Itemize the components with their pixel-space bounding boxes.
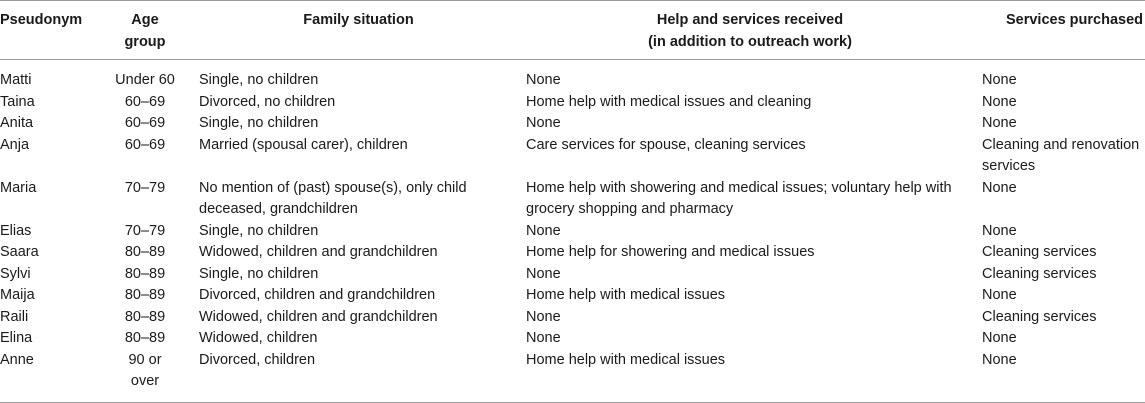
cell-services-purchased [978,328,1145,350]
table-row [0,113,1145,135]
cell-help-services [522,350,978,403]
cell-family-situation-line: Married (spousal carer), children [199,136,408,153]
cell-family-situation-line: deceased, grandchildren [199,201,358,217]
header-purchased-line: Services purchased [1005,12,1143,28]
cell-pseudonym: Raili [0,308,29,325]
cell-help-services [522,60,978,92]
cell-age-group-line: 90 or [128,351,162,368]
cell-help-services-line: Home help with showering and medical issues; voluntary help with [526,179,952,196]
table-row [0,328,1145,350]
cell-family-situation [195,221,522,243]
cell-family-situation-line: Widowed, children and grandchildren [199,308,438,325]
header-age-line-2: group [124,33,166,50]
cell-pseudonym: Maija [0,287,35,303]
cell-help-services-line: Home help for showering and medical issues [526,244,815,260]
cell-help-services [522,178,978,221]
cell-services-purchased [978,60,1145,92]
cell-family-situation-line: Single, no children [199,115,319,131]
cell-help-services-line: Care services for spouse, cleaning services [526,136,806,153]
cell-help-services-line: Home help with medical issues [526,287,726,303]
cell-age-group [95,307,195,329]
cell-family-situation-line: Divorced, children [199,351,316,368]
cell-help-services-line: None [526,115,561,131]
cell-pseudonym: Taina [0,93,35,110]
cell-age-group [95,285,195,307]
cell-family-situation [195,178,522,221]
header-services-purchased [978,1,1145,60]
cell-pseudonym: Sylvi [0,265,31,282]
table-row [0,350,1145,403]
cell-age-group-line: 70–79 [124,179,166,196]
header-help-line-1: Help and services received [656,12,844,28]
cell-age-group-line: 80–89 [124,330,166,346]
cell-family-situation [195,135,522,178]
cell-pseudonym: Maria [0,179,37,196]
table-row [0,135,1145,178]
cell-services-purchased-line: None [982,115,1017,131]
cell-services-purchased [978,178,1145,221]
cell-help-services [522,221,978,243]
cell-family-situation-line: Single, no children [199,265,319,282]
cell-pseudonym: Anne [0,350,95,403]
cell-services-purchased [978,113,1145,135]
cell-help-services-line: None [526,308,561,325]
cell-services-purchased [978,135,1145,178]
cell-services-purchased-line: None [982,330,1017,346]
cell-services-purchased-line: services [982,158,1036,174]
table-row [0,242,1145,264]
cell-services-purchased-line: Cleaning services [982,308,1097,325]
cell-help-services [522,135,978,178]
cell-help-services-line: None [526,330,561,346]
header-help-line-2: (in addition to outreach work) [648,33,852,50]
cell-family-situation [195,328,522,350]
header-age-group [95,1,195,60]
cell-family-situation [195,113,522,135]
table-row [0,264,1145,286]
cell-services-purchased-line: None [982,222,1017,239]
cell-age-group-line: 80–89 [124,308,166,325]
cell-help-services [522,285,978,307]
cell-family-situation [195,264,522,286]
cell-services-purchased-line: None [982,72,1017,88]
cell-help-services [522,307,978,329]
cell-age-group [95,113,195,135]
cell-age-group [95,135,195,178]
cell-pseudonym: Saara [0,244,39,260]
cell-family-situation [195,242,522,264]
cell-age-group [95,350,195,403]
cell-age-group [95,92,195,114]
cell-family-situation [195,307,522,329]
cell-services-purchased [978,307,1145,329]
cell-services-purchased [978,242,1145,264]
cell-services-purchased-line: Cleaning services [982,265,1097,282]
cell-family-situation [195,350,522,403]
cell-services-purchased [978,92,1145,114]
cell-help-services [522,92,978,114]
cell-help-services-line: None [526,72,561,88]
cell-pseudonym: Elina [0,330,33,346]
table-row [0,92,1145,114]
cell-family-situation-line: Single, no children [199,72,319,88]
cell-age-group-line: Under 60 [115,72,175,88]
cell-help-services-line: None [526,222,561,239]
cell-age-group-line: 60–69 [124,115,166,131]
cell-age-group-line: 70–79 [124,222,166,239]
cell-services-purchased [978,285,1145,307]
header-pseudonym-line: Pseudonym [0,12,83,28]
cell-age-group-line: 60–69 [124,136,166,153]
cell-services-purchased-line: Cleaning and renovation [982,136,1140,153]
cell-help-services [522,328,978,350]
cell-help-services [522,242,978,264]
cell-family-situation-line: Divorced, no children [199,93,336,110]
cell-family-situation [195,285,522,307]
cell-family-situation [195,60,522,92]
cell-age-group-line: 80–89 [124,265,166,282]
cell-help-services [522,264,978,286]
cell-pseudonym: Matti [0,72,32,88]
cell-help-services [522,113,978,135]
cell-services-purchased [978,350,1145,403]
cell-age-group-line: over [130,373,160,389]
table-row [0,60,1145,92]
cell-family-situation-line: Divorced, children and grandchildren [199,287,436,303]
cell-services-purchased [978,221,1145,243]
cell-age-group [95,328,195,350]
cell-family-situation-line: Widowed, children [199,330,318,346]
cell-pseudonym: Elias [0,222,32,239]
cell-services-purchased-line: None [982,93,1017,110]
cell-age-group [95,60,195,92]
cell-help-services-line: Home help with medical issues and cleaning [526,93,812,110]
cell-services-purchased [978,264,1145,286]
cell-services-purchased-line: None [982,179,1017,196]
cell-age-group-line: 80–89 [124,287,166,303]
header-family-situation [195,1,522,60]
header-age-line-1: Age [131,12,159,28]
cell-help-services-line: None [526,265,561,282]
cell-family-situation-line: Widowed, children and grandchildren [199,244,438,260]
cell-services-purchased-line: Cleaning services [982,244,1097,260]
table-body [0,60,1145,403]
header-family-line: Family situation [303,12,414,28]
table-row [0,221,1145,243]
header-help-services [522,1,978,60]
cell-family-situation-line: No mention of (past) spouse(s), only child [199,179,467,196]
cell-family-situation-line: Single, no children [199,222,319,239]
cell-family-situation [195,92,522,114]
cell-age-group [95,264,195,286]
cell-help-services-line: Home help with medical issues [526,351,726,368]
cell-help-services-line: grocery shopping and pharmacy [526,201,734,217]
cell-age-group-line: 60–69 [124,93,166,110]
table-row [0,178,1145,221]
header-row [0,1,1145,60]
cell-age-group-line: 80–89 [124,244,166,260]
cell-pseudonym: Anja [0,136,30,153]
table-row [0,307,1145,329]
cell-age-group [95,221,195,243]
cell-services-purchased-line: None [982,287,1017,303]
cell-age-group [95,178,195,221]
table-row [0,285,1145,307]
cell-services-purchased-line: None [982,351,1017,368]
cell-age-group [95,242,195,264]
header-pseudonym [0,1,95,60]
cell-pseudonym: Anita [0,115,34,131]
